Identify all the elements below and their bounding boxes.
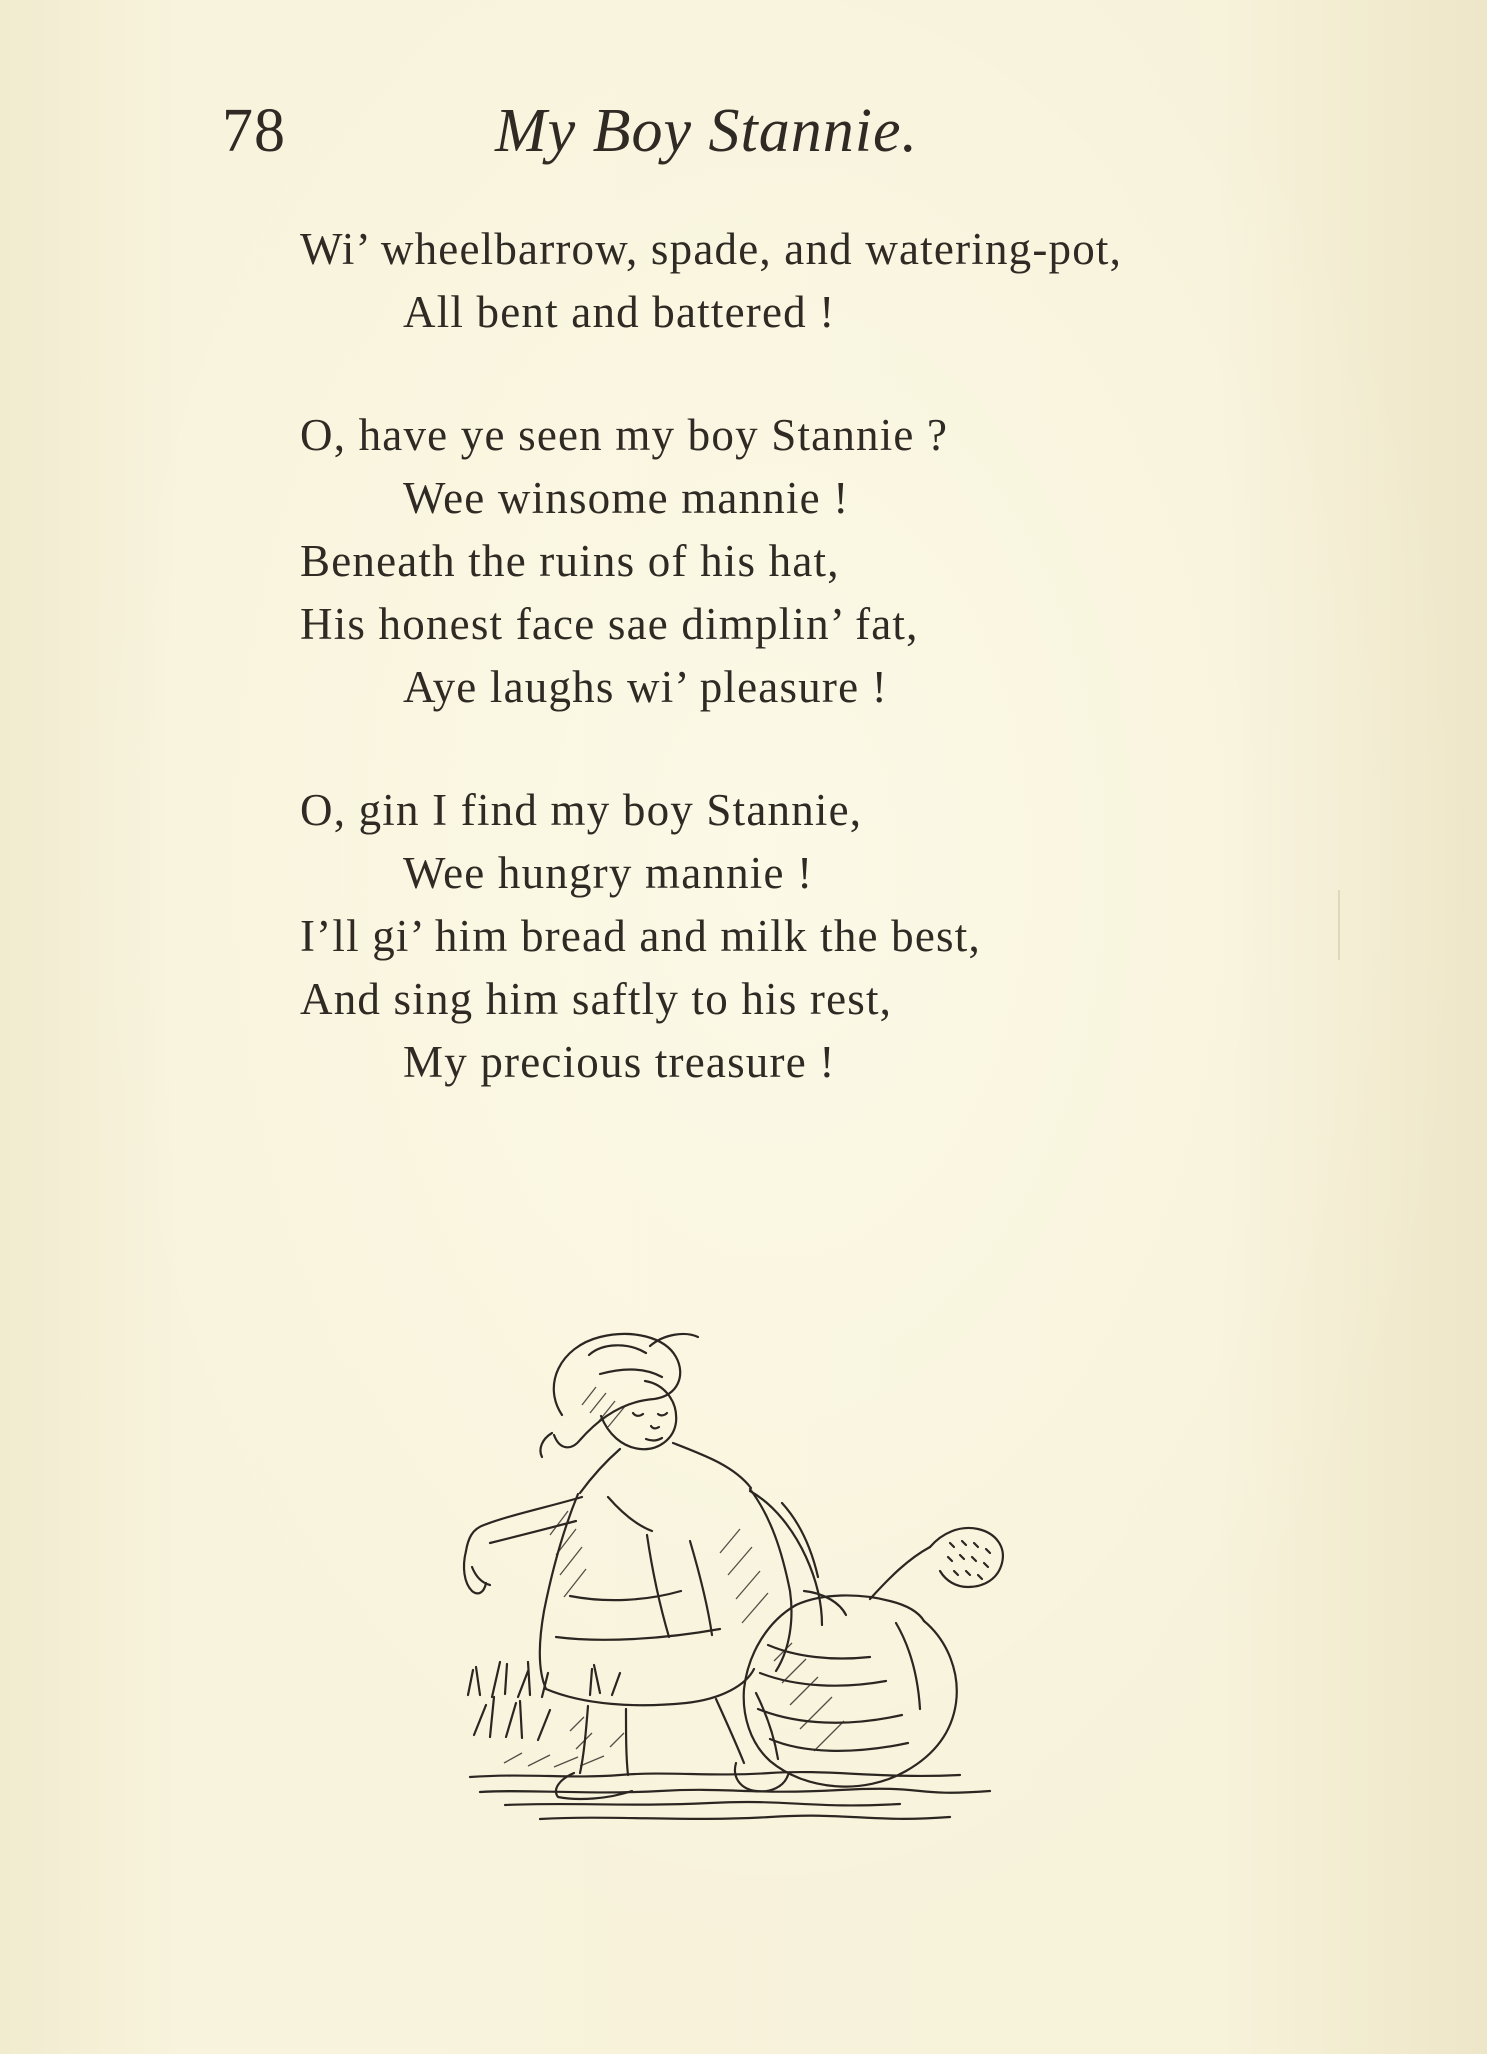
poem-line: And sing him saftly to his rest, — [300, 974, 893, 1024]
page-header — [222, 97, 1122, 180]
running-title: My Boy Stannie. — [495, 97, 919, 165]
boy-with-watering-can-illustration — [450, 1285, 1050, 1845]
poem-line: Wee hungry mannie ! — [403, 848, 814, 898]
poem-line: Aye laughs wi’ pleasure ! — [403, 662, 888, 712]
page-number: 78 — [222, 97, 286, 165]
poem-text — [300, 218, 1280, 1094]
poem-line: Wee winsome mannie ! — [403, 473, 850, 523]
poem-line: I’ll gi’ him bread and milk the best, — [300, 911, 981, 961]
stanza-gap — [300, 344, 1280, 404]
stanza-gap — [300, 719, 1280, 779]
poem-line: Beneath the ruins of his hat, — [300, 536, 840, 586]
poem-line: My precious treasure ! — [403, 1037, 836, 1087]
page-mark — [1338, 890, 1340, 960]
poem-line: All bent and battered ! — [403, 287, 836, 337]
poem-line: O, gin I find my boy Stannie, — [300, 785, 863, 835]
poem-line: His honest face sae dimplin’ fat, — [300, 599, 919, 649]
poem-line: O, have ye seen my boy Stannie ? — [300, 410, 949, 460]
poem-line: Wi’ wheelbarrow, spade, and watering-pot, — [300, 224, 1123, 274]
